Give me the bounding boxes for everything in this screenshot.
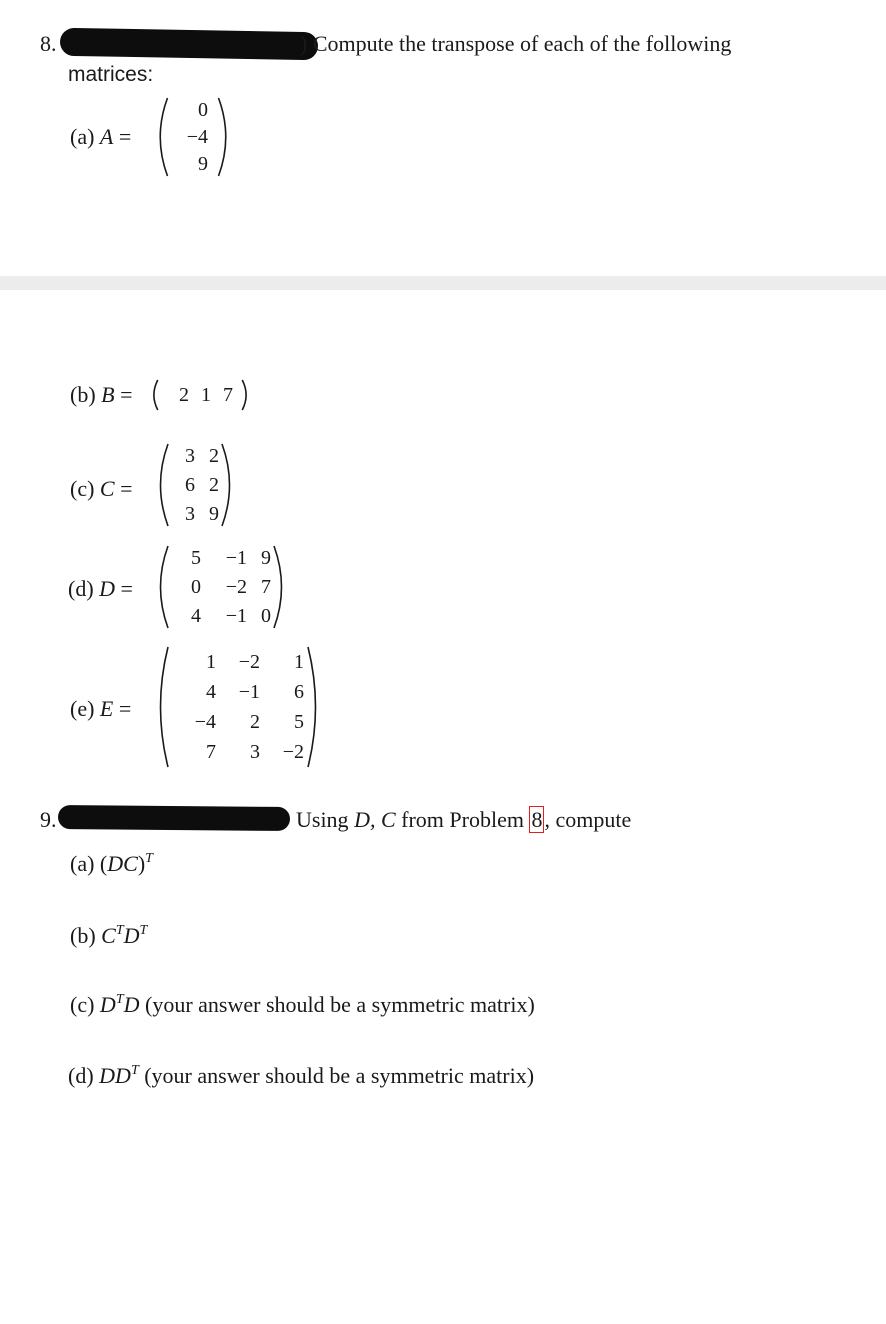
part-8a-label [70, 126, 131, 148]
header-variables: D, C [354, 807, 396, 832]
matrix-entry: 1 [294, 651, 304, 673]
matrix-b [150, 378, 250, 412]
part-label: (d) [68, 1063, 94, 1088]
header-text: from Problem [395, 807, 530, 832]
equals-sign: = [118, 124, 132, 149]
matrix-entry: −1 [225, 547, 247, 569]
redaction-mark [58, 805, 290, 831]
matrix-entry: 5 [294, 711, 304, 733]
problem-8-header-text: ) Compute the transpose of each of the following [300, 31, 732, 56]
matrix-d [153, 544, 289, 630]
note-text: (your answer should be a symmetric matrix) [138, 1063, 535, 1088]
matrix-entry: 4 [206, 681, 216, 703]
left-paren [161, 647, 169, 767]
equals-sign: = [118, 696, 132, 721]
transpose-superscript: T [130, 1063, 139, 1078]
matrix-entry: −4 [194, 711, 216, 733]
matrix-entry: 1 [206, 651, 216, 673]
matrix-entry: 3 [185, 503, 195, 525]
part-9c [70, 993, 535, 1016]
matrix-entry: 6 [185, 474, 195, 496]
transpose-superscript: T [139, 923, 148, 938]
matrix-entry: 0 [261, 605, 271, 627]
part-8b-label [70, 384, 133, 406]
part-label: (b) [70, 923, 96, 948]
matrix-entry: 3 [250, 741, 260, 763]
transpose-superscript: T [115, 992, 124, 1007]
part-8e-label [70, 698, 131, 720]
matrix-entry: 2 [179, 384, 189, 406]
transpose-superscript: T [145, 851, 153, 866]
matrix-entry: −2 [238, 651, 260, 673]
header-text: Using [296, 807, 355, 832]
matrix-variable: A [99, 124, 114, 149]
matrix-entry: −2 [282, 741, 304, 763]
right-paren [308, 647, 316, 767]
matrix-entry: 7 [261, 576, 271, 598]
matrix-entry: 6 [294, 681, 304, 703]
problem-9-number: 9. [40, 807, 57, 832]
matrix-entry: 5 [191, 547, 201, 569]
equals-sign: = [120, 576, 133, 601]
right-paren [242, 380, 246, 410]
part-8d-label [68, 578, 133, 600]
part-9b [70, 924, 147, 947]
page-break-bar [0, 276, 886, 290]
expression: D [123, 923, 140, 948]
part-9d [68, 1064, 534, 1087]
left-paren [161, 444, 169, 526]
expression: C [101, 923, 116, 948]
paren: ) [137, 851, 146, 876]
part-label: (b) [70, 382, 96, 407]
matrix-variable: E [99, 696, 114, 721]
matrix-entry: 3 [185, 445, 195, 467]
part-label: (c) [70, 992, 95, 1017]
part-label: (a) [70, 124, 95, 149]
matrix-entry: −2 [225, 576, 247, 598]
matrix-c [153, 442, 237, 528]
matrix-variable: C [99, 476, 115, 501]
part-label: (a) [70, 851, 95, 876]
expression: DC [107, 851, 138, 876]
part-8c-label [70, 478, 133, 500]
problem-8-number: 8. [40, 31, 57, 56]
equals-sign: = [120, 382, 133, 407]
matrix-entry: −4 [186, 126, 208, 148]
part-label: (e) [70, 696, 95, 721]
problem-reference-link[interactable]: 8 [531, 807, 543, 832]
matrix-entry: 1 [201, 384, 211, 406]
matrix-entry: 2 [209, 445, 219, 467]
matrix-e [153, 645, 323, 769]
matrix-entry: 0 [198, 99, 208, 121]
part-9a [70, 852, 153, 875]
expression: D [99, 992, 116, 1017]
equals-sign: = [120, 476, 133, 501]
transpose-superscript: T [115, 923, 124, 938]
problem-9-header [296, 809, 631, 831]
matrix-a [153, 96, 233, 178]
matrix-entry: 7 [206, 741, 216, 763]
part-label: (c) [70, 476, 95, 501]
matrix-entry: 4 [191, 605, 201, 627]
redaction-mark [60, 28, 318, 60]
matrix-variable: D [99, 576, 116, 601]
matrix-entry: −1 [238, 681, 260, 703]
matrix-entry: 0 [191, 576, 201, 598]
right-paren [219, 98, 226, 176]
note-text: (your answer should be a symmetric matrix) [139, 992, 535, 1017]
matrix-entry: 2 [250, 711, 260, 733]
problem-8-continuation: matrices: [68, 63, 154, 86]
header-text: , compute [544, 807, 632, 832]
left-paren [161, 546, 169, 628]
matrix-entry: 9 [198, 153, 208, 175]
right-paren [274, 546, 282, 628]
expression: D [115, 1063, 131, 1088]
paren: ( [99, 851, 108, 876]
matrix-entry: 9 [209, 503, 219, 525]
expression: D [99, 1063, 116, 1088]
matrix-entry: 7 [223, 384, 233, 406]
matrix-entry: 2 [209, 474, 219, 496]
part-label: (d) [68, 576, 94, 601]
matrix-entry: −1 [225, 605, 247, 627]
left-paren [154, 380, 158, 410]
left-paren [160, 98, 167, 176]
expression: D [123, 992, 140, 1017]
right-paren [222, 444, 230, 526]
matrix-entry: 9 [261, 547, 271, 569]
matrix-variable: B [101, 382, 115, 407]
